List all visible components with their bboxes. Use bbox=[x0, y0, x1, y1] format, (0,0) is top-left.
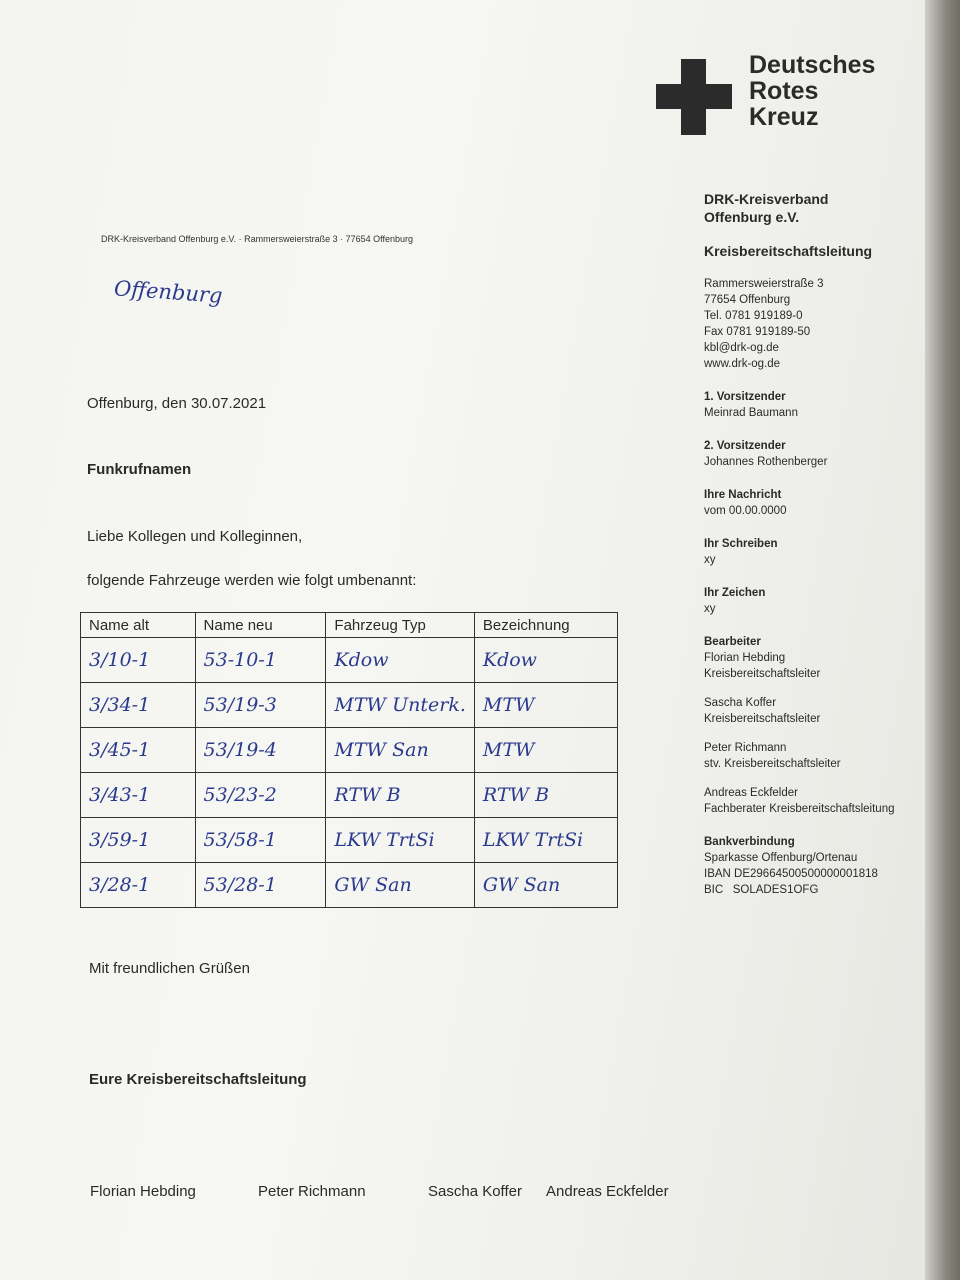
address-line: 77654 Offenburg bbox=[704, 294, 791, 306]
editor-role: Kreisbereitschaftsleiter bbox=[704, 713, 821, 725]
logo-line: Rotes bbox=[749, 77, 819, 105]
column-header: Name neu bbox=[195, 613, 326, 638]
team-signoff: Eure Kreisbereitschaftsleitung bbox=[89, 1071, 307, 1088]
your-letter-block bbox=[704, 536, 929, 568]
editor-name: Sascha Koffer bbox=[704, 697, 777, 709]
table-cell: MTW bbox=[474, 683, 617, 728]
table-cell: Kdow bbox=[474, 638, 617, 683]
your-letter-value: xy bbox=[704, 554, 716, 566]
intro-text: folgende Fahrzeuge werden wie folgt umbenannt: bbox=[87, 572, 417, 589]
bank-block bbox=[704, 834, 929, 898]
table-row bbox=[81, 863, 618, 908]
your-message-block bbox=[704, 487, 929, 519]
phone-line: Tel. 0781 919189-0 bbox=[704, 310, 803, 322]
logo-wordmark bbox=[749, 52, 875, 130]
your-message-value: vom 00.00.0000 bbox=[704, 505, 787, 517]
signature-name: Andreas Eckfelder bbox=[546, 1183, 669, 1200]
org-name bbox=[704, 190, 929, 226]
table-cell: RTW B bbox=[326, 773, 474, 818]
chair1-name: Meinrad Baumann bbox=[704, 407, 798, 419]
table-cell: MTW San bbox=[326, 728, 474, 773]
signature-name: Florian Hebding bbox=[90, 1183, 196, 1200]
editor-name: Andreas Eckfelder bbox=[704, 787, 798, 799]
bank-line: Sparkasse Offenburg/Ortenau bbox=[704, 852, 858, 864]
vehicle-rename-table bbox=[80, 612, 618, 908]
page-edge-shadow bbox=[925, 0, 960, 1280]
table-cell: LKW TrtSi bbox=[474, 818, 617, 863]
closing-phrase: Mit freundlichen Grüßen bbox=[89, 960, 250, 977]
your-letter-label: Ihr Schreiben bbox=[704, 538, 778, 550]
editor-name: Florian Hebding bbox=[704, 652, 786, 664]
your-message-label: Ihre Nachricht bbox=[704, 489, 782, 501]
org-name-line: Offenburg e.V. bbox=[704, 209, 800, 225]
website-link: www.drk-og.de bbox=[704, 358, 781, 370]
signature-name: Peter Richmann bbox=[258, 1183, 366, 1200]
column-header: Fahrzeug Typ bbox=[326, 613, 474, 638]
chair1-block bbox=[704, 389, 929, 421]
chair1-label: 1. Vorsitzender bbox=[704, 391, 786, 403]
salutation: Liebe Kollegen und Kolleginnen, bbox=[87, 528, 303, 545]
table-cell: 3/34-1 bbox=[81, 683, 196, 728]
logo-line: Kreuz bbox=[749, 103, 819, 131]
red-cross-logo-icon bbox=[656, 59, 732, 135]
table-cell: 53/19-4 bbox=[195, 728, 326, 773]
iban-line: IBAN DE29664500500000001818 bbox=[704, 868, 878, 880]
editor-role: stv. Kreisbereitschaftsleiter bbox=[704, 758, 841, 770]
table-cell: 3/10-1 bbox=[81, 638, 196, 683]
email-link: kbl@drk-og.de bbox=[704, 342, 779, 354]
table-header-row bbox=[81, 613, 618, 638]
table-cell: 3/43-1 bbox=[81, 773, 196, 818]
fax-line: Fax 0781 919189-50 bbox=[704, 326, 811, 338]
editors-label: Bearbeiter bbox=[704, 636, 761, 648]
editor-name: Peter Richmann bbox=[704, 742, 787, 754]
table-cell: 3/45-1 bbox=[81, 728, 196, 773]
your-reference-label: Ihr Zeichen bbox=[704, 587, 766, 599]
table-cell: GW San bbox=[326, 863, 474, 908]
table-cell: 53/58-1 bbox=[195, 818, 326, 863]
department-name: Kreisbereitschaftsleitung bbox=[704, 243, 873, 259]
editor-role: Fachberater Kreisbereitschaftsleitung bbox=[704, 803, 895, 815]
editor-role: Kreisbereitschaftsleiter bbox=[704, 668, 821, 680]
letter-subject: Funkrufnamen bbox=[87, 461, 192, 478]
org-name-line: DRK-Kreisverband bbox=[704, 191, 829, 207]
editors-block bbox=[704, 634, 929, 817]
table-cell: LKW TrtSi bbox=[326, 818, 474, 863]
your-reference-block bbox=[704, 585, 929, 617]
recipient-handwritten: Offenburg bbox=[113, 276, 224, 308]
column-header: Name alt bbox=[81, 613, 196, 638]
bank-label: Bankverbindung bbox=[704, 836, 795, 848]
date-line: Offenburg, den 30.07.2021 bbox=[87, 395, 267, 412]
table-cell: 53/19-3 bbox=[195, 683, 326, 728]
signature-name: Sascha Koffer bbox=[428, 1183, 522, 1200]
bic-line: BIC SOLADES1OFG bbox=[704, 884, 819, 896]
table-row bbox=[81, 638, 618, 683]
table-cell: RTW B bbox=[474, 773, 617, 818]
sender-address-line: DRK-Kreisverband Offenburg e.V. · Rammersweierstraße 3 · 77654 Offenburg bbox=[101, 234, 413, 244]
letterhead-sidebar bbox=[704, 190, 929, 898]
table-cell: MTW Unterk. bbox=[326, 683, 474, 728]
table-cell: 3/59-1 bbox=[81, 818, 196, 863]
logo-line: Deutsches bbox=[749, 51, 876, 79]
table-row bbox=[81, 683, 618, 728]
column-header: Bezeichnung bbox=[474, 613, 617, 638]
table-row bbox=[81, 773, 618, 818]
table-cell: 3/28-1 bbox=[81, 863, 196, 908]
chair2-name: Johannes Rothenberger bbox=[704, 456, 828, 468]
address-line: Rammersweierstraße 3 bbox=[704, 278, 824, 290]
chair2-block bbox=[704, 438, 929, 470]
table-cell: MTW bbox=[474, 728, 617, 773]
table-cell: 53/23-2 bbox=[195, 773, 326, 818]
contact-address bbox=[704, 276, 929, 372]
table-row bbox=[81, 728, 618, 773]
table-row bbox=[81, 818, 618, 863]
chair2-label: 2. Vorsitzender bbox=[704, 440, 786, 452]
your-reference-value: xy bbox=[704, 603, 716, 615]
table-cell: 53-10-1 bbox=[195, 638, 326, 683]
table-cell: GW San bbox=[474, 863, 617, 908]
table-cell: Kdow bbox=[326, 638, 474, 683]
table-cell: 53/28-1 bbox=[195, 863, 326, 908]
